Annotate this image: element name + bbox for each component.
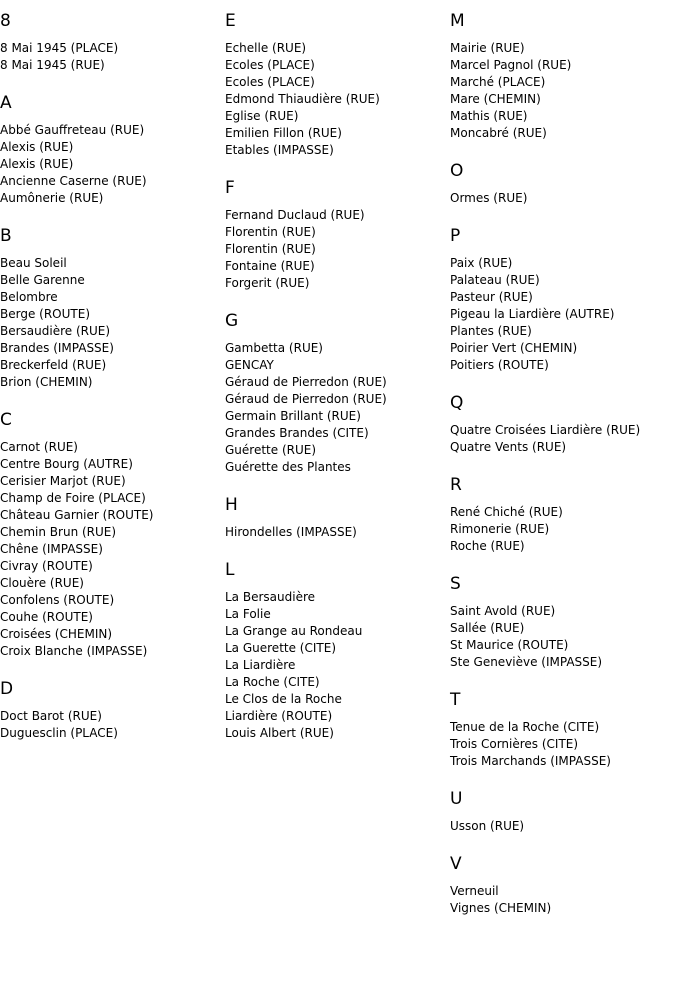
- section-letter-heading: P: [450, 226, 461, 246]
- street-link[interactable]: 8 Mai 1945 (PLACE): [0, 41, 119, 55]
- street-link[interactable]: Mathis (RUE): [450, 109, 528, 123]
- street-list: [450, 818, 675, 835]
- street-link[interactable]: Vignes (CHEMIN): [450, 901, 552, 915]
- street-list: [0, 439, 225, 660]
- street-link[interactable]: Alexis (RUE): [0, 157, 74, 171]
- street-link[interactable]: Germain Brillant (RUE): [225, 409, 361, 423]
- street-link[interactable]: Edmond Thiaudière (RUE): [225, 92, 380, 106]
- street-link[interactable]: Bersaudière (RUE): [0, 324, 111, 338]
- street-link[interactable]: Guérette des Plantes: [225, 460, 351, 474]
- street-link[interactable]: Ancienne Caserne (RUE): [0, 174, 147, 188]
- street-link[interactable]: Poitiers (ROUTE): [450, 358, 549, 372]
- street-link[interactable]: Confolens (ROUTE): [0, 593, 115, 607]
- street-link[interactable]: Florentin (RUE): [225, 225, 316, 239]
- street-link[interactable]: Eglise (RUE): [225, 109, 299, 123]
- street-link[interactable]: Mairie (RUE): [450, 41, 525, 55]
- section-letter-heading: S: [450, 574, 461, 594]
- section-letter-heading: U: [450, 789, 463, 809]
- section-letter-heading: T: [450, 690, 461, 710]
- section-letter-heading: C: [0, 410, 12, 430]
- letter-section: [450, 160, 675, 207]
- street-link[interactable]: Pigeau la Liardière (AUTRE): [450, 307, 615, 321]
- street-link[interactable]: Quatre Croisées Liardière (RUE): [450, 423, 641, 437]
- street-link[interactable]: Chemin Brun (RUE): [0, 525, 117, 539]
- street-link[interactable]: Poirier Vert (CHEMIN): [450, 341, 578, 355]
- street-list: [450, 40, 675, 142]
- section-letter-heading: L: [225, 560, 235, 580]
- street-link[interactable]: La Guerette (CITE): [225, 641, 336, 655]
- street-link[interactable]: Emilien Fillon (RUE): [225, 126, 342, 140]
- letter-section: [225, 10, 450, 159]
- street-link[interactable]: Trois Cornières (CITE): [450, 737, 579, 751]
- section-letter-heading: F: [225, 178, 235, 198]
- street-list: [450, 603, 675, 671]
- street-link[interactable]: Champ de Foire (PLACE): [0, 491, 146, 505]
- letter-section: [225, 310, 450, 476]
- street-link[interactable]: Duguesclin (PLACE): [0, 726, 118, 740]
- street-link[interactable]: Sallée (RUE): [450, 621, 525, 635]
- street-list: [450, 422, 675, 456]
- letter-section: [225, 559, 450, 742]
- street-link[interactable]: Croisées (CHEMIN): [0, 627, 113, 641]
- street-link[interactable]: Ste Geneviève (IMPASSE): [450, 655, 603, 669]
- street-link[interactable]: René Chiché (RUE): [450, 505, 563, 519]
- street-link[interactable]: Ecoles (PLACE): [225, 58, 315, 72]
- street-link[interactable]: Doct Barot (RUE): [0, 709, 102, 723]
- street-link[interactable]: Marché (PLACE): [450, 75, 546, 89]
- street-list: [0, 708, 225, 742]
- letter-section: [450, 788, 675, 835]
- street-link[interactable]: Cerisier Marjot (RUE): [0, 474, 126, 488]
- street-link[interactable]: Marcel Pagnol (RUE): [450, 58, 572, 72]
- street-list: [0, 122, 225, 207]
- street-link[interactable]: Alexis (RUE): [0, 140, 74, 154]
- street-link[interactable]: Moncabré (RUE): [450, 126, 547, 140]
- street-link[interactable]: Le Clos de la Roche: [225, 692, 342, 706]
- street-link[interactable]: La Bersaudière: [225, 590, 315, 604]
- street-link[interactable]: Plantes (RUE): [450, 324, 532, 338]
- section-letter-heading: A: [0, 93, 12, 113]
- street-link[interactable]: Hirondelles (IMPASSE): [225, 525, 357, 539]
- letter-section: [225, 494, 450, 541]
- street-link[interactable]: Couhe (ROUTE): [0, 610, 93, 624]
- section-letter-heading: M: [450, 11, 465, 31]
- section-letter-heading: Q: [450, 393, 464, 413]
- street-list: [225, 589, 450, 742]
- letter-section: [0, 409, 225, 660]
- street-link[interactable]: Chêne (IMPASSE): [0, 542, 103, 556]
- letter-section: [450, 573, 675, 671]
- street-link[interactable]: Liardière (ROUTE): [225, 709, 333, 723]
- section-letter-heading: G: [225, 311, 239, 331]
- street-link[interactable]: Paix (RUE): [450, 256, 513, 270]
- street-link[interactable]: Beau Soleil: [0, 256, 67, 270]
- street-link[interactable]: Aumônerie (RUE): [0, 191, 104, 205]
- section-letter-heading: E: [225, 11, 236, 31]
- street-link[interactable]: Brandes (IMPASSE): [0, 341, 114, 355]
- index-column-2: [225, 0, 450, 760]
- street-link[interactable]: Fontaine (RUE): [225, 259, 315, 273]
- street-link[interactable]: Fernand Duclaud (RUE): [225, 208, 365, 222]
- street-link[interactable]: Quatre Vents (RUE): [450, 440, 567, 454]
- street-link[interactable]: Géraud de Pierredon (RUE): [225, 392, 387, 406]
- street-link[interactable]: Florentin (RUE): [225, 242, 316, 256]
- street-link[interactable]: Château Garnier (ROUTE): [0, 508, 154, 522]
- letter-section: [0, 225, 225, 391]
- street-link[interactable]: Gambetta (RUE): [225, 341, 323, 355]
- street-link[interactable]: Forgerit (RUE): [225, 276, 310, 290]
- street-link[interactable]: 8 Mai 1945 (RUE): [0, 58, 105, 72]
- street-link[interactable]: La Roche (CITE): [225, 675, 320, 689]
- index-column-1: [0, 0, 225, 760]
- letter-section: [0, 678, 225, 742]
- street-link[interactable]: GENCAY: [225, 358, 274, 372]
- street-link[interactable]: Carnot (RUE): [0, 440, 78, 454]
- street-list: [225, 40, 450, 159]
- street-link[interactable]: St Maurice (ROUTE): [450, 638, 569, 652]
- section-letter-heading: V: [450, 854, 462, 874]
- section-letter-heading: H: [225, 495, 238, 515]
- street-list: [0, 255, 225, 391]
- street-link[interactable]: Belombre: [0, 290, 58, 304]
- street-link[interactable]: Tenue de la Roche (CITE): [450, 720, 600, 734]
- street-list: [450, 883, 675, 917]
- street-link[interactable]: Usson (RUE): [450, 819, 525, 833]
- street-link[interactable]: Berge (ROUTE): [0, 307, 90, 321]
- street-link[interactable]: Roche (RUE): [450, 539, 525, 553]
- section-letter-heading: D: [0, 679, 14, 699]
- section-letter-heading: R: [450, 475, 462, 495]
- section-letter-heading: O: [450, 161, 464, 181]
- street-link[interactable]: Brion (CHEMIN): [0, 375, 93, 389]
- street-link[interactable]: Guérette (RUE): [225, 443, 317, 457]
- street-link[interactable]: La Folie: [225, 607, 271, 621]
- street-link[interactable]: Rimonerie (RUE): [450, 522, 550, 536]
- street-list: [0, 40, 225, 74]
- street-link[interactable]: La Liardière: [225, 658, 296, 672]
- street-link[interactable]: Ormes (RUE): [450, 191, 528, 205]
- letter-section: [0, 10, 225, 74]
- street-list: [450, 719, 675, 770]
- street-link[interactable]: Etables (IMPASSE): [225, 143, 334, 157]
- street-link[interactable]: Breckerfeld (RUE): [0, 358, 107, 372]
- street-link[interactable]: Echelle (RUE): [225, 41, 307, 55]
- street-link[interactable]: Trois Marchands (IMPASSE): [450, 754, 611, 768]
- street-list: [450, 504, 675, 555]
- street-list: [450, 255, 675, 374]
- letter-section: [225, 177, 450, 292]
- street-link[interactable]: Verneuil: [450, 884, 499, 898]
- street-link[interactable]: Saint Avold (RUE): [450, 604, 556, 618]
- street-link[interactable]: Grandes Brandes (CITE): [225, 426, 369, 440]
- street-link[interactable]: Abbé Gauffreteau (RUE): [0, 123, 145, 137]
- street-link[interactable]: Géraud de Pierredon (RUE): [225, 375, 387, 389]
- street-link[interactable]: Belle Garenne: [0, 273, 85, 287]
- street-list: [225, 524, 450, 541]
- street-link[interactable]: Mare (CHEMIN): [450, 92, 541, 106]
- index-column-3: [450, 0, 675, 935]
- letter-section: [450, 853, 675, 917]
- street-list: [225, 207, 450, 292]
- section-letter-heading: 8: [0, 11, 11, 31]
- street-link[interactable]: Clouère (RUE): [0, 576, 84, 590]
- street-link[interactable]: Ecoles (PLACE): [225, 75, 315, 89]
- letter-section: [0, 92, 225, 207]
- street-link[interactable]: Pasteur (RUE): [450, 290, 533, 304]
- letter-section: [450, 10, 675, 142]
- street-link[interactable]: Civray (ROUTE): [0, 559, 93, 573]
- letter-section: [450, 225, 675, 374]
- section-letter-heading: B: [0, 226, 12, 246]
- street-list: [450, 190, 675, 207]
- street-link[interactable]: Croix Blanche (IMPASSE): [0, 644, 148, 658]
- street-link[interactable]: Palateau (RUE): [450, 273, 540, 287]
- street-link[interactable]: La Grange au Rondeau: [225, 624, 363, 638]
- street-list: [225, 340, 450, 476]
- street-link[interactable]: Centre Bourg (AUTRE): [0, 457, 133, 471]
- street-link[interactable]: Louis Albert (RUE): [225, 726, 334, 740]
- letter-section: [450, 689, 675, 770]
- letter-section: [450, 392, 675, 456]
- letter-section: [450, 474, 675, 555]
